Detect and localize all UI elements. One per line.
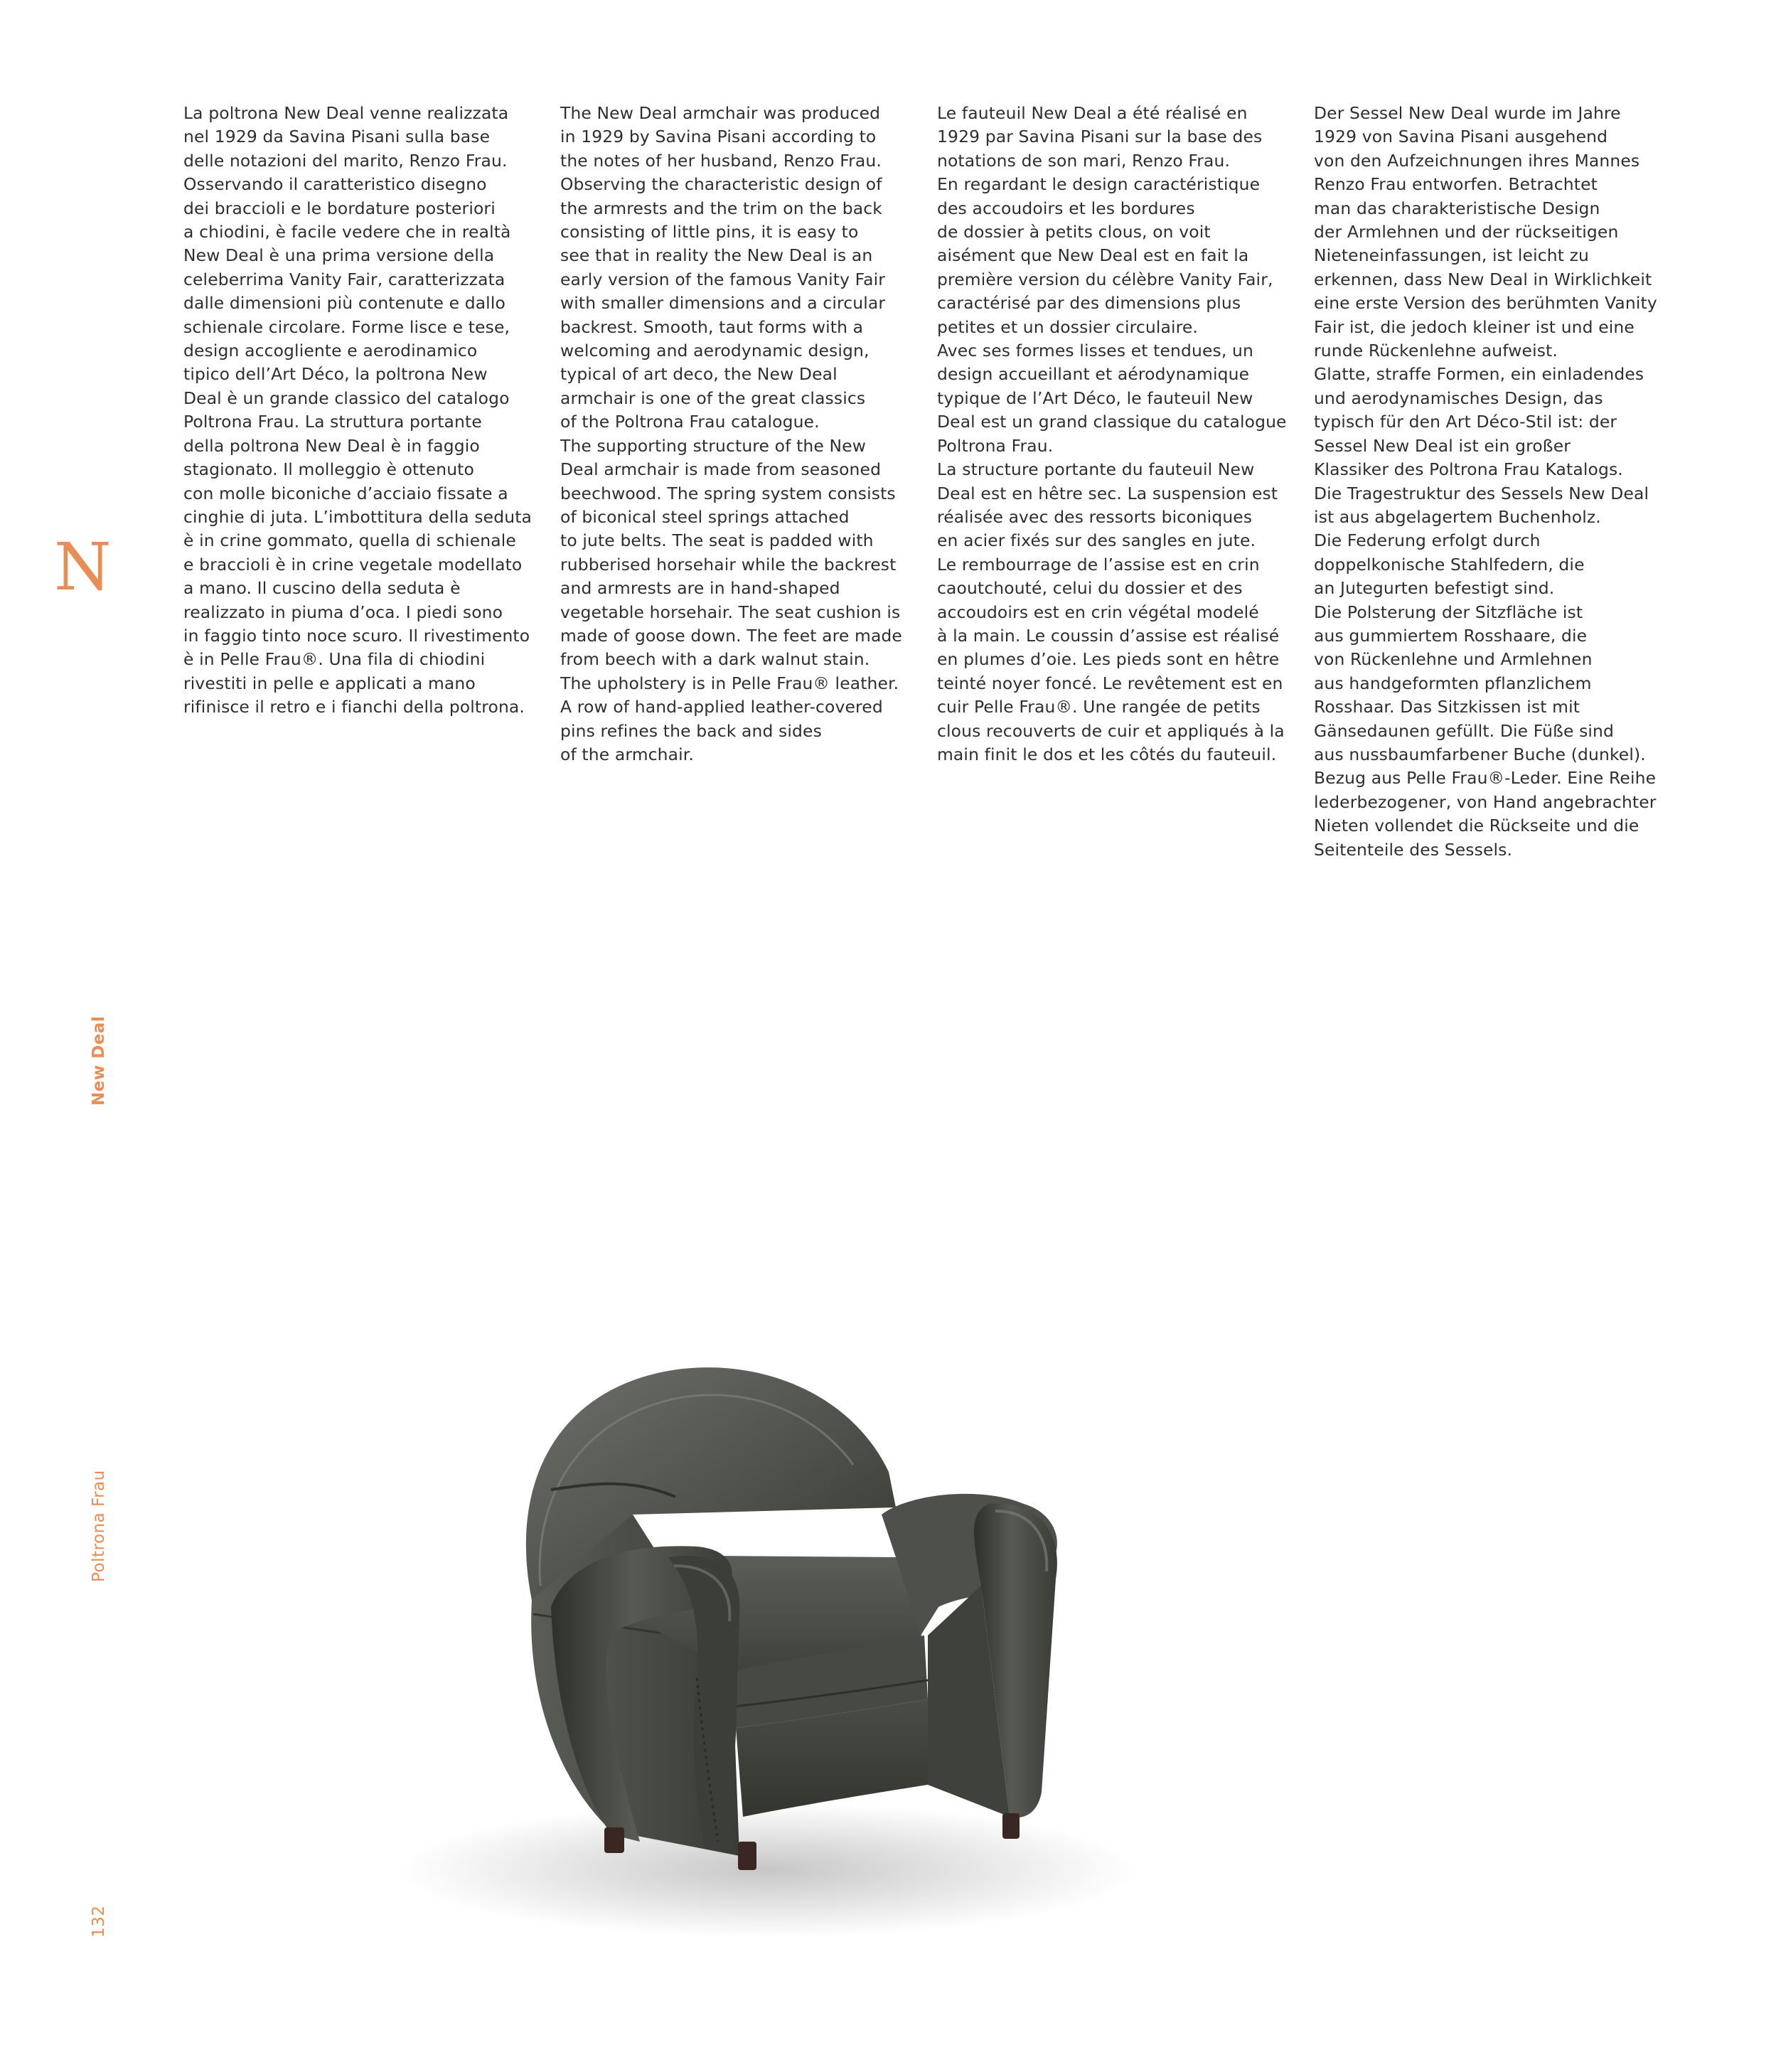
- text-column-english: The New Deal armchair was produced in 1929 by Savina Pisani according to the notes of her husband, Renzo Frau. Observing the characteristic design of the armrests and the trim on the back consisting of little pins, it is easy to see that in reality the New Deal is an early version of the famous Vanity Fair with smaller dimensions and a circular backrest. Smooth, taut forms with a welcoming and aerodynamic design, typical of art deco, the New Deal armchair is one of the great classics of the Poltrona Frau catalogue. The supporting structure of the New Deal armchair is made from seasoned beechwood. The spring system consists of biconical steel springs attached to jute belts. The seat is padded with rubberised horsehair while the backrest and armrests are in hand-shaped vegetable horsehair. The seat cushion is made of goose down. The feet are made from beech with a dark walnut stain. The upholstery is in Pelle Frau® leather. A row of hand-applied leather-covered pins refines the back and sides of the armchair.: [560, 103, 902, 764]
- chair-foot-right: [1002, 1813, 1020, 1839]
- text-column-italian: La poltrona New Deal venne realizzata nel 1929 da Savina Pisani sulla base delle notazioni del marito, Renzo Frau. Osservando il caratteristico disegno dei braccioli e le bordature posteriori a chiodini, è facile vedere che in realtà New Deal è una prima versione della celeberrima Vanity Fair, caratterizzata dalle dimensioni più contenute e dallo schienale circolare. Forme lisce e tese, design accogliente e aerodinamico tipico dell’Art Déco, la poltrona New Deal è un grande classico del catalogo Poltrona Frau. La struttura portante della poltrona New Deal è in faggio stagionato. Il molleggio è ottenuto con molle biconiche d’acciaio fissate a cinghie di juta. L’imbottitura della seduta è in crine gommato, quella di schienale e braccioli è in crine vegetale modellato a mano. Il cuscino della seduta è realizzato in piuma d’oca. I piedi sono in faggio tinto noce scuro. Il rivestimento è in Pelle Frau®. Una fila di chiodini rivestiti in pelle e applicati a mano rifinisce il retro e i fianchi della poltrona.: [183, 103, 533, 717]
- armchair-image: [398, 1301, 1266, 1941]
- chair-foot-front: [738, 1842, 756, 1870]
- text-column-german: Der Sessel New Deal wurde im Jahre 1929 von Savina Pisani ausgehend von den Aufzeichnungen ihres Mannes Renzo Frau entworfen. Betrachtet man das charakteristische Design der Armlehnen und der rückseitigen Nieteneinfassungen, ist leicht zu erkennen, dass New Deal in Wirklichkeit eine erste Version des berühmten Vanity Fair ist, die jedoch kleiner ist und eine runde Rückenlehne aufweist. Glatte, straffe Formen, ein einladendes und aerodynamisches Design, das typisch für den Art Déco-Stil ist: der Sessel New Deal ist ein großer Klassiker des Poltrona Frau Katalogs. Die Tragestruktur des Sessels New Deal ist aus abgelagertem Buchenholz. Die Federung erfolgt durch doppelkonische Stahlfedern, die an Jutegurten befestigt sind. Die Polsterung der Sitzfläche ist aus gummiertem Rosshaare, die von Rückenlehne und Armlehnen aus handgeformten pflanzlichem Rosshaar. Das Sitzkissen ist mit Gänsedaunen gefüllt. Die Füße sind aus nussbaumfarbener Buche (dunkel). Bezug aus Pelle Frau®-Leder. Eine Reihe lederbezogener, von Hand angebrachter Nieten vollendet die Rückseite und die Seitenteile des Sessels.: [1314, 103, 1657, 860]
- product-name-vertical: New Deal: [90, 1015, 108, 1106]
- section-initial-letter: N: [54, 529, 112, 605]
- brand-name-vertical: Poltrona Frau: [90, 1470, 108, 1582]
- chair-foot-left: [604, 1827, 624, 1853]
- page-number: 132: [90, 1905, 108, 1938]
- floor-shadow: [398, 1803, 1138, 1938]
- text-column-french: Le fauteuil New Deal a été réalisé en 1929 par Savina Pisani sur la base des notations de son mari, Renzo Frau. En regardant le design caractéristique des accoudoirs et les bordures de dossier à petits clous, on voit aisément que New Deal est en fait la première version du célèbre Vanity Fair, caractérisé par des dimensions plus petites et un dossier circulaire. Avec ses formes lisses et tendues, un design accueillant et aérodynamique typique de l’Art Déco, le fauteuil New Deal est un grand classique du catalogue Poltrona Frau. La structure portante du fauteuil New Deal est en hêtre sec. La suspension est réalisée avec des ressorts biconiques en acier fixés sur des sangles en jute. Le rembourrage de l’assise est en crin caoutchouté, celui du dossier et des accoudoirs est en crin végétal modelé à la main. Le coussin d’assise est réalisé en plumes d’oie. Les pieds sont en hêtre teinté noyer foncé. Le revêtement est en cuir Pelle Frau®. Une rangée de petits clous recouverts de cuir et appliqués à la main finit le dos et les côtés du fauteuil.: [937, 103, 1287, 764]
